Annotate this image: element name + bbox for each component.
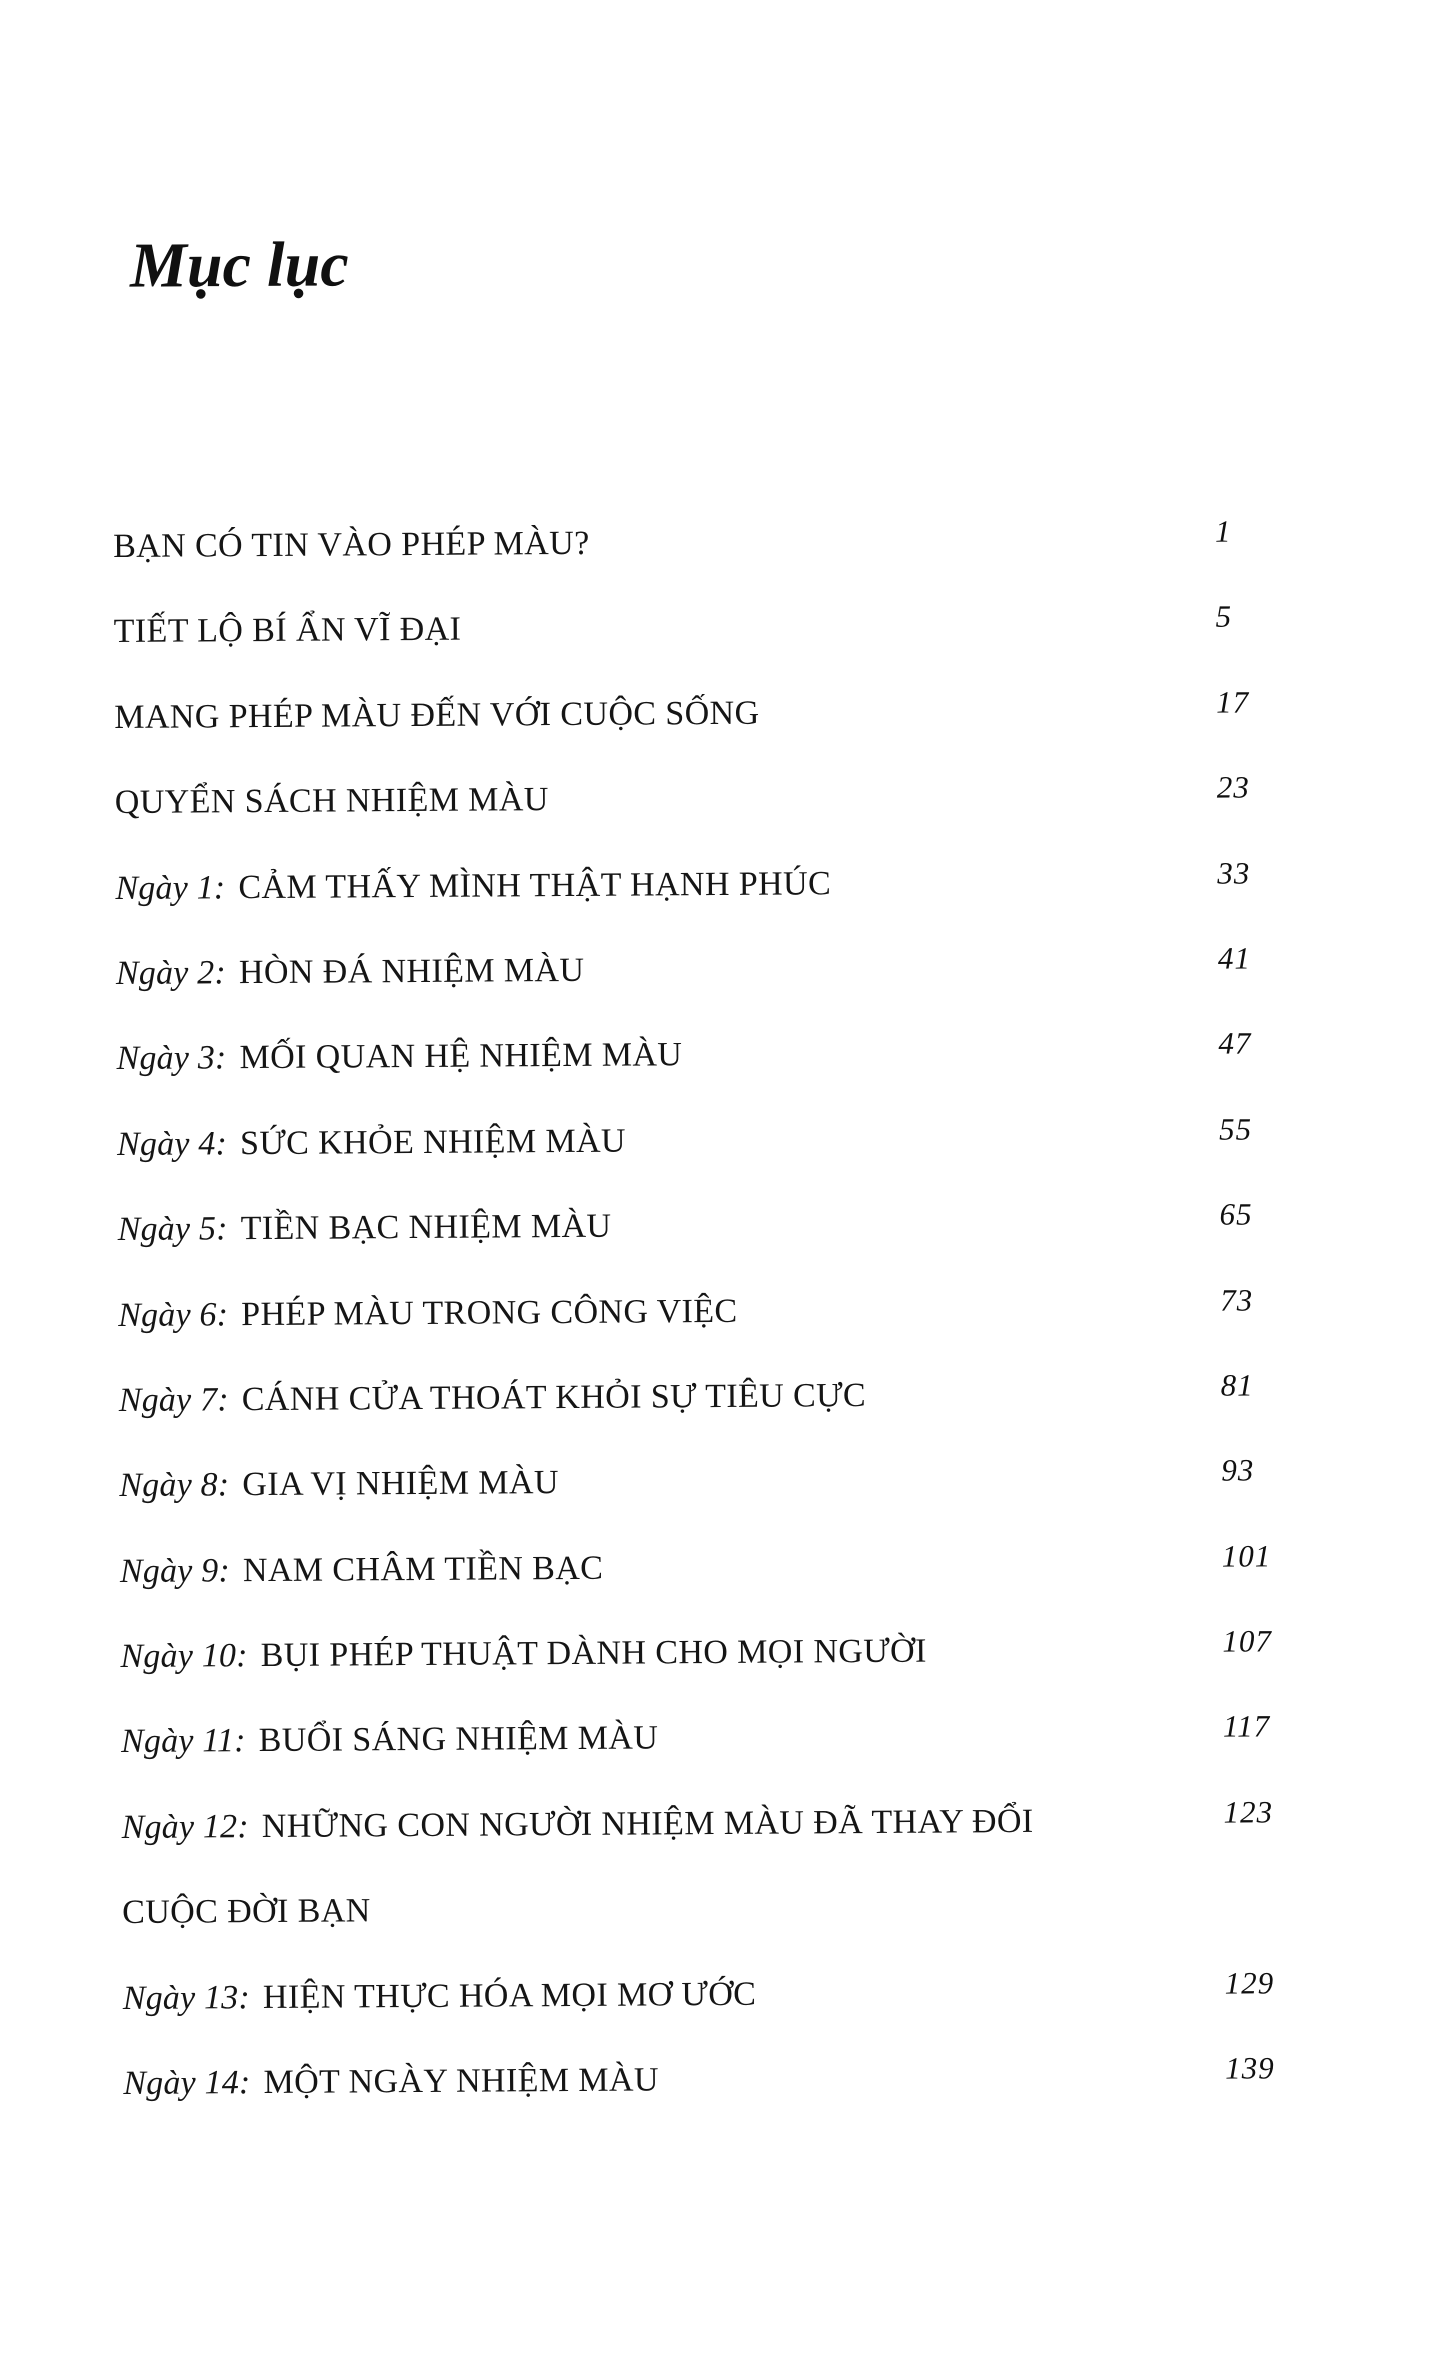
toc-entry-day-prefix: Ngày 3: [116,1039,227,1078]
toc-entry [115,940,1377,1041]
toc-entry-title: PHÉP MÀU TRONG CÔNG VIỆC [241,1292,738,1333]
toc-entry-title: TIẾT LỘ BÍ ẨN VĨ ĐẠI [113,611,462,651]
toc-entry-title: CÁNH CỬA THOÁT KHỎI SỰ TIÊU CỰC [241,1376,867,1419]
toc-entry [115,855,1376,955]
toc-entry [123,2050,1384,2151]
toc-entry [121,1794,1382,1894]
toc-entry-day-prefix: Ngày 12: [121,1807,249,1846]
toc-entry-page-number: 5 [1215,598,1233,635]
toc-entry-day-prefix: Ngày 14: [123,2064,251,2102]
toc-entry [119,1538,1381,1638]
toc-entry [120,1708,1382,1809]
toc-entry-day-prefix: Ngày 7: [118,1381,229,1419]
toc-entry-page-number: 107 [1222,1623,1273,1659]
toc-entry-title: MỘT NGÀY NHIỆM MÀU [263,2061,660,2102]
toc-entry-day-prefix: Ngày 1: [115,868,226,907]
toc-entry-day-prefix: Ngày 4: [116,1124,228,1163]
toc-entry-day-prefix: Ngày 6: [118,1295,229,1334]
toc-entry-page-number: 23 [1216,769,1250,805]
toc-entry-day-prefix: Ngày 13: [122,1978,251,2017]
toc-entry-title: SỨC KHỎE NHIỆM MÀU [239,1122,627,1162]
toc-entry-page-number: 1 [1214,513,1232,549]
toc-entry [116,1025,1377,1126]
toc-entry-page-number: 33 [1217,855,1251,891]
toc-entry-label [116,1037,682,1078]
toc-entry-page-number: 81 [1220,1367,1254,1403]
toc-entry-page-number: 55 [1218,1111,1253,1147]
toc-entry-page-number: 123 [1223,1794,1274,1830]
toc-entry-label [119,1377,866,1419]
toc-entry-label [118,1208,612,1248]
toc-entry-page-number: 139 [1225,2050,1275,2086]
toc-entry-title: BẠN CÓ TIN VÀO PHÉP MÀU? [113,524,590,565]
toc-entry-label [119,1464,559,1504]
toc-entry-label [122,1893,371,1932]
toc-entry [118,1281,1379,1382]
toc-entry [114,769,1376,870]
toc-entry-page-number: 129 [1224,1964,1275,2001]
toc-entry-label [114,694,759,735]
toc-entry-label [113,525,590,565]
toc-entry-title: HÒN ĐÁ NHIỆM MÀU [238,951,585,992]
toc-entry-title: CUỘC ĐỜI BẠN [122,1892,371,1932]
toc-entry-label [116,952,585,992]
toc-entry-day-prefix: Ngày 9: [119,1551,231,1590]
toc-entry [113,513,1374,614]
toc-entry-label [115,865,831,907]
toc-entry [117,1196,1379,1297]
toc-entry [120,1623,1381,1724]
toc-entry-label [123,2061,659,2102]
toc-entry-page-number: 41 [1217,940,1251,976]
toc-entry-day-prefix: Ngày 8: [119,1466,230,1505]
toc-entry-title: MANG PHÉP MÀU ĐẾN VỚI CUỘC SỐNG [114,694,760,736]
toc-entry-title: GIA VỊ NHIỆM MÀU [242,1464,559,1504]
toc-entry-page-number: 17 [1216,684,1250,720]
toc-entry-title: NAM CHÂM TIỀN BẠC [242,1549,604,1589]
toc-entry-label [120,1633,927,1675]
toc-entry [122,1964,1384,2065]
toc-entry-page-number: 73 [1220,1281,1254,1318]
toc-entry-label [114,611,462,650]
toc-entry-title: BỤI PHÉP THUẬT DÀNH CHO MỌI NGƯỜI [260,1632,927,1675]
toc-entry-label [120,1549,604,1589]
toc-entry-label [121,1803,1033,1846]
toc-entry-title: TIỀN BẠC NHIỆM MÀU [240,1207,612,1248]
toc-entry-title: QUYỂN SÁCH NHIỆM MÀU [114,781,549,822]
toc-entry [118,1367,1380,1468]
toc-entry-day-prefix: Ngày 10: [120,1637,248,1676]
toc-entry-title: HIỆN THỰC HÓA MỌI MƠ ƯỚC [262,1975,757,2016]
toc-entry [114,684,1375,784]
toc-entry-label [115,781,549,821]
toc-entry-title: BUỔI SÁNG NHIỆM MÀU [258,1719,659,1760]
toc-entry-title: CẢM THẤY MÌNH THẬT HẠNH PHÚC [238,864,832,906]
toc-entry-page-number: 117 [1222,1708,1271,1745]
toc-entry-day-prefix: Ngày 5: [117,1210,228,1249]
toc-entry [116,1111,1378,1211]
toc-entry [113,598,1375,699]
toc-entry-title: MỐI QUAN HỆ NHIỆM MÀU [239,1036,683,1077]
toc-entry-continuation [122,1886,1383,1980]
toc-entry-day-prefix: Ngày 2: [115,954,227,992]
toc-entry [119,1452,1380,1553]
toc-entry-label [118,1292,738,1333]
toc-entry-title: NHỮNG CON NGƯỜI NHIỆM MÀU ĐÃ THAY ĐỔI [261,1802,1034,1845]
table-of-contents [113,513,1384,2151]
toc-entry-page-number: 47 [1218,1025,1252,1062]
toc-entry-page-number: 93 [1221,1452,1255,1488]
toc-entry-label [123,1975,757,2016]
toc-entry-day-prefix: Ngày 11: [120,1722,246,1761]
toc-entry-page-number: 65 [1219,1196,1253,1232]
toc-entry-label [121,1720,658,1761]
toc-entry-page-number: 101 [1221,1538,1272,1574]
toc-entry-label [117,1122,626,1162]
page-title: Mục lục [129,228,349,301]
